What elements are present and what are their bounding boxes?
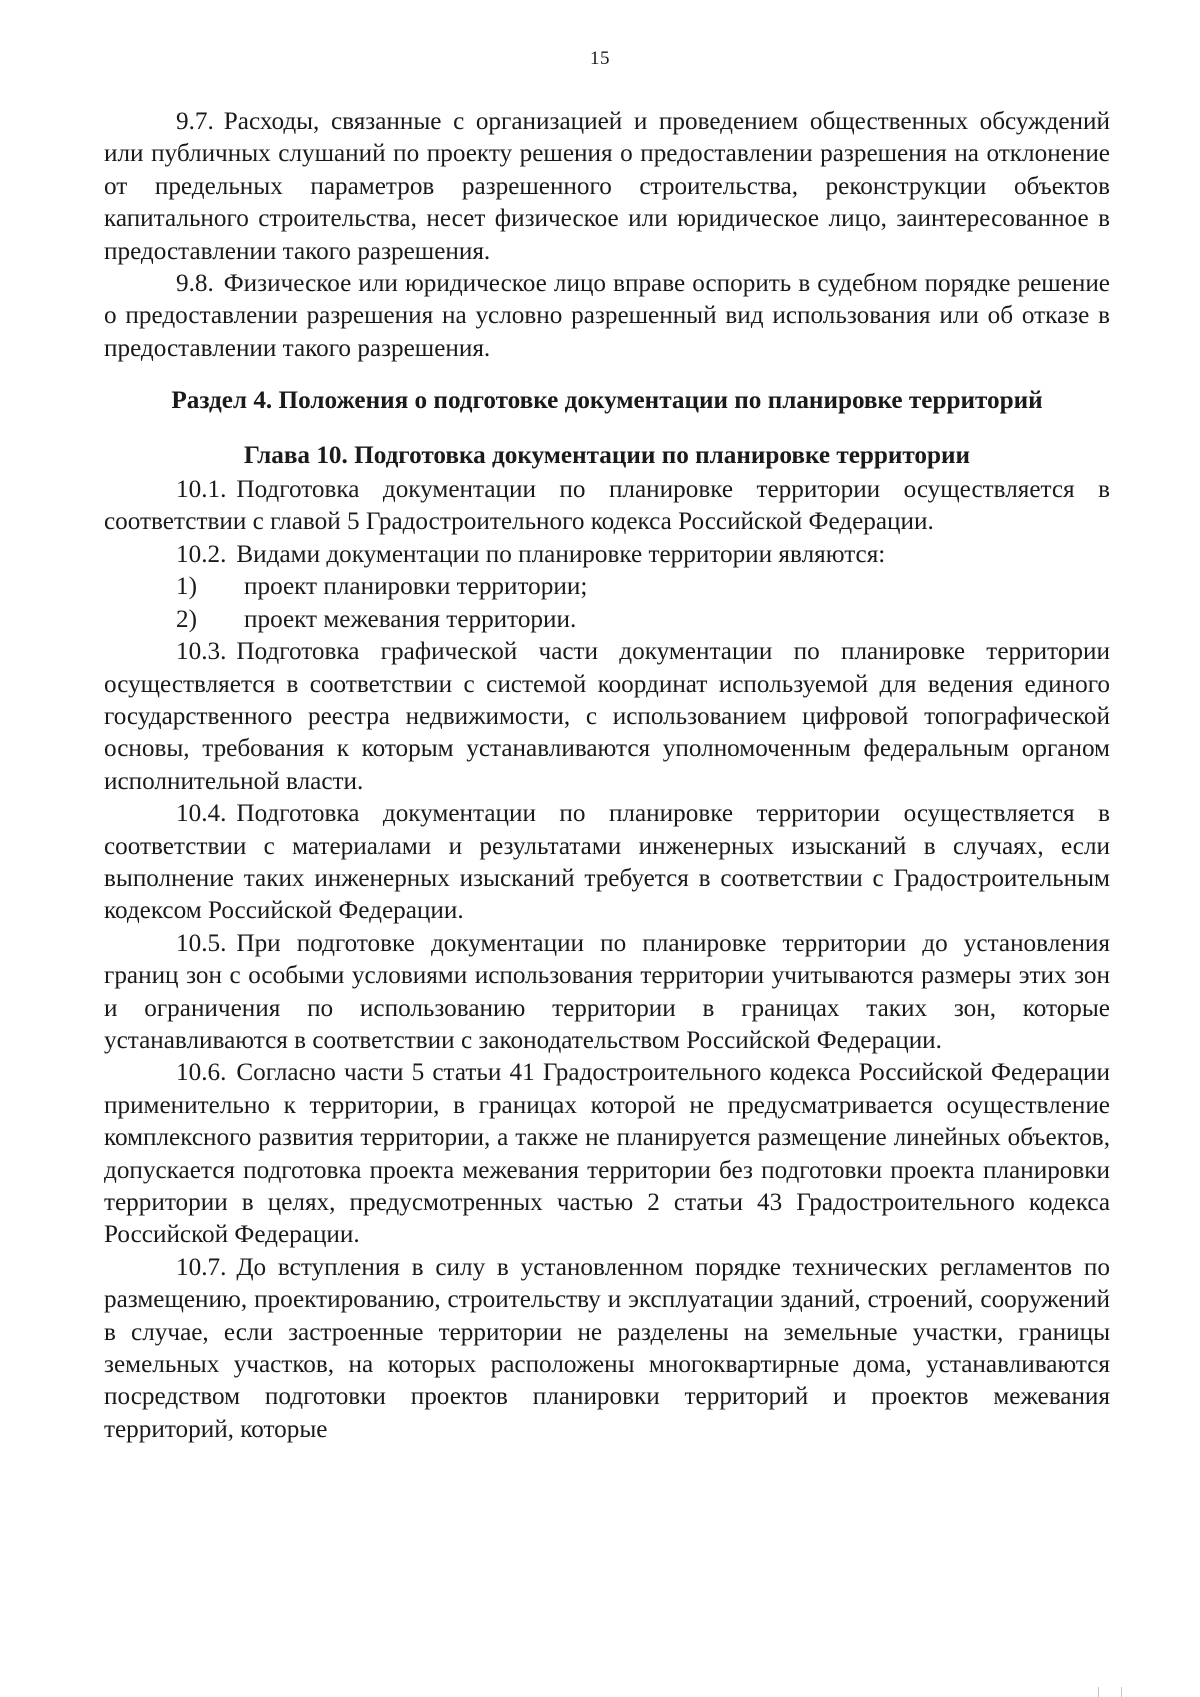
paragraph-number: 10.7. [176,1253,227,1281]
list-marker: 2) [176,605,197,633]
paragraph-number: 9.8. [176,270,214,298]
list-item-text: проект межевания территории. [244,605,577,633]
paragraph-text: При подготовке документации по планировке территории до установления границ зон с особыми условиями использования территории учитываются размеры этих зон и ограничения по использованию территории в границах таких зон, которые устанавливаются в соответствии с законодательством Российской Федерации. [104,929,1110,1054]
chapter-heading: Глава 10. Подготовка документации по планировке территории [243,441,971,469]
paragraph-text: До вступления в силу в установленном порядке технических регламентов по размещению, проектированию, строительству и эксплуатации зданий, строений, сооружений в случае, если застроенные территории не разделены на земельные участки, границы земельных участков, на которых расположены многоквартирные дома, устанавливаются посредством подготовки проектов планировки территорий и проектов межевания территорий, которые [104,1253,1110,1443]
paragraph-10-6 [104,1057,1110,1251]
paragraph-9-7 [104,106,1110,268]
paragraph-10-3 [104,636,1110,798]
paragraph-text: Подготовка документации по планировке территории осуществляется в соответствии с главой 5 Градостроительного кодекса Российской Федерации. [104,476,1110,536]
paragraph-number: 9.7. [176,108,214,135]
list-item-text: проект планировки территории; [244,573,588,601]
paragraph-number: 10.6. [176,1059,227,1087]
paragraph-text: Физическое или юридическое лицо вправе оспорить в судебном порядке решение о предоставлении разрешения на условно разрешенный вид использования или об отказе в предоставлении такого разрешения. [104,270,1110,362]
list-item [104,571,1110,603]
paragraph-text: Согласно части 5 статьи 41 Градостроительного кодекса Российской Федерации применительно к территории, в границах которой не предусматривается осуществление комплексного развития территории, а также не планируется размещение линейных объектов, допускается подготовка проекта межевания территории без подготовки проекта планировки территории в целях, предусмотренных частью 2 статьи 43 Градостроительного кодекса Российской Федерации. [104,1059,1110,1249]
page-number: 15 [590,48,610,69]
scan-edge-mark [1098,1687,1122,1697]
section-heading: Раздел 4. Положения о подготовке документации по планировке территорий [171,387,1043,415]
paragraph-number: 10.2. [176,540,227,568]
paragraph-number: 10.1. [176,476,227,504]
paragraph-number: 10.4. [176,800,227,828]
paragraph-10-5 [104,928,1110,1058]
list-marker: 1) [176,573,197,601]
paragraph-10-1 [104,474,1110,539]
paragraph-9-8 [104,268,1110,365]
paragraph-text: Подготовка документации по планировке территории осуществляется в соответствии с материалами и результатами инженерных изысканий в случаях, если выполнение таких инженерных изысканий требуется в соответствии с Градостроительным кодексом Российской Федерации. [104,800,1110,925]
paragraph-text: Расходы, связанные с организацией и проведением общественных обсуждений или публичных слушаний по проекту решения о предоставлении разрешения на отклонение от предельных параметров разрешенного строительства, реконструкции объектов капитального строительства, несет физическое или юридическое лицо, заинтересованное в предоставлении такого разрешения. [104,108,1110,265]
paragraph-number: 10.3. [176,638,227,666]
paragraph-text: Подготовка графической части документации по планировке территории осуществляется в соответствии с системой координат используемой для ведения единого государственного реестра недвижимости, с использованием цифровой топографической основы, требования к которым устанавливаются уполномоченным федеральным органом исполнительной власти. [104,638,1110,795]
list-item [104,604,1110,636]
document-body [104,106,1110,1446]
paragraph-10-7 [104,1252,1110,1446]
paragraph-number: 10.5. [176,929,227,957]
paragraph-text: Видами документации по планировке территории являются: [236,540,886,568]
paragraph-10-4 [104,798,1110,928]
paragraph-10-2 [104,539,1110,571]
